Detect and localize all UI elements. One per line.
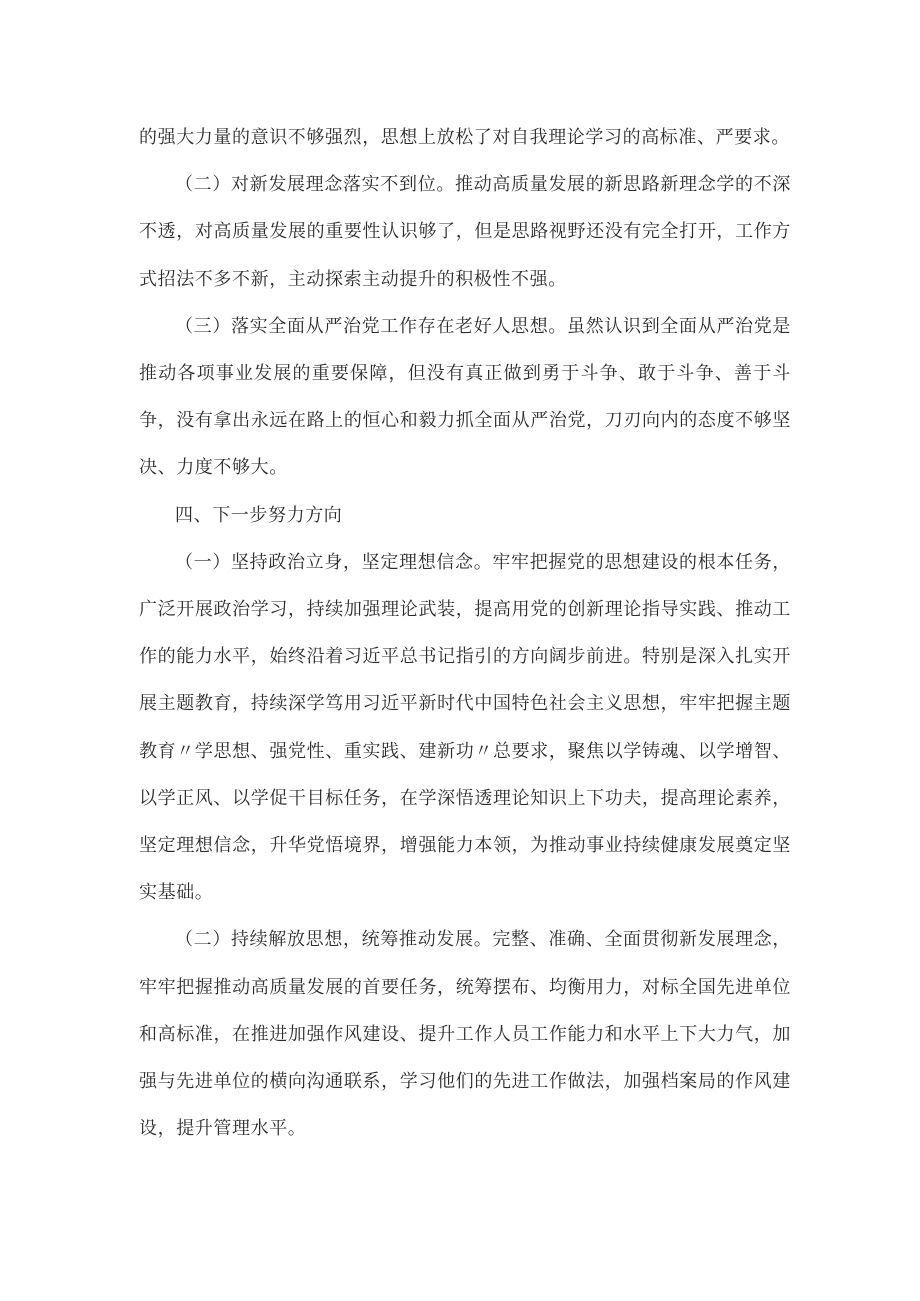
document-body [139, 114, 791, 1152]
paragraph-one-political-stance: （一）坚持政治立身，坚定理想信念。牢牢把握党的思想建设的根本任务，广泛开展政治学习，持续加强理论武装，提高用党的创新理论指导实践、推动工作的能力水平，始终沿着习近平总书记指引的方向阔步前进。特别是深入扎实开展主题教育，持续深学笃用习近平新时代中国特色社会主义思想，牢牢把握主题教育〃学思想、强党性、重实践、建新功〃总要求，聚焦以学铸魂、以学增智、以学正风、以学促干目标任务，在学深悟透理论知识上下功夫，提高理论素养，坚定理想信念，升华党悟境界，增强能力本领，为推动事业持续健康发展奠定坚实基础。 [139, 551, 791, 904]
paragraph-three-party-governance: （三）落实全面从严治党工作存在老好人思想。虽然认识到全面从严治党是推动各项事业发展的重要保障，但没有真正做到勇于斗争、敢于斗争、善于斗争，没有拿出永远在路上的恒心和毅力抓全面从严治党，刀刃向内的态度不够坚决、力度不够大。 [139, 315, 791, 479]
paragraph-two-emancipate-thinking: （二）持续解放思想，统筹推动发展。完整、准确、全面贯彻新发展理念，牢牢把握推动高质量发展的首要任务，统筹摆布、均衡用力，对标全国先进单位和高标准，在推进加强作风建设、提升工作人员工作能力和水平上下大力气，加强与先进单位的横向沟通联系，学习他们的先进工作做法，加强档案局的作风建设，提升管理水平。 [139, 929, 791, 1140]
paragraph-two-development-concept: （二）对新发展理念落实不到位。推动高质量发展的新思路新理念学的不深不透，对高质量发展的重要性认识够了，但是思路视野还没有完全打开，工作方式招法不多不新，主动探索主动提升的积极性不强。 [139, 174, 791, 290]
section-heading-next-steps: 四、下一步努力方向 [175, 504, 343, 526]
continuation-paragraph: 的强大力量的意识不够强烈，思想上放松了对自我理论学习的高标准、严要求。 [139, 127, 790, 148]
